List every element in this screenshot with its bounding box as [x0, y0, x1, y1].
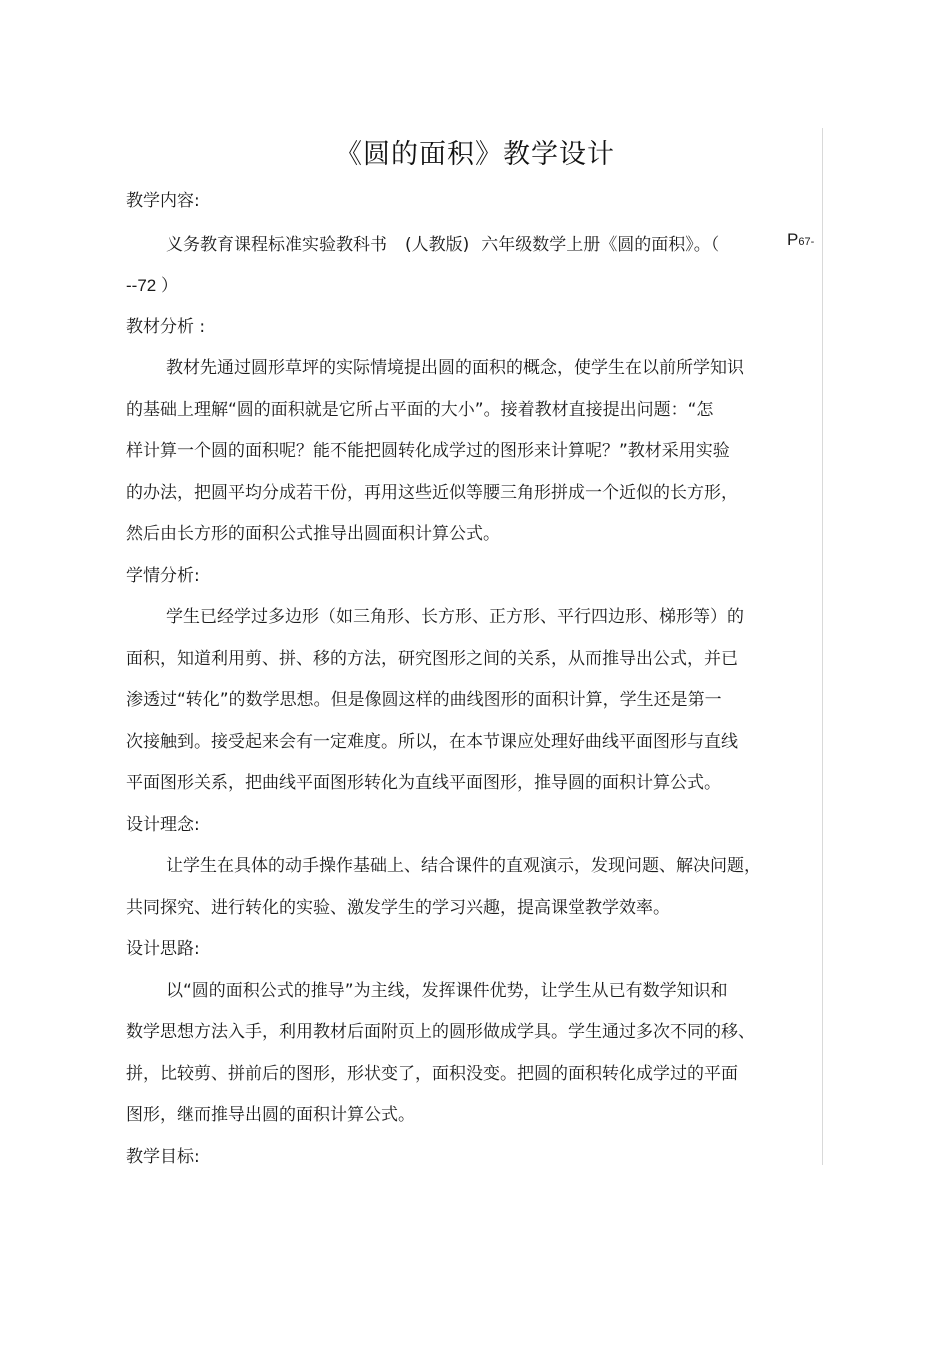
content-text-a: 义务教育课程标准实验教科书 — [166, 235, 387, 255]
heading-design-approach: 设计思路: — [126, 939, 200, 959]
content-text-b: (人教版) — [405, 235, 470, 255]
page-ref-letter: P — [787, 230, 799, 249]
heading-teaching-content: 教学内容: — [126, 191, 200, 211]
analysis-line: 的办法，把圆平均分成若干份，再用这些近似等腰三角形拼成一个近似的长方形， — [126, 483, 738, 503]
analysis-line: 的基础上理解“圆的面积就是它所占平面的大小”。接着教材直接提出问题：“怎 — [126, 400, 714, 420]
heading-teaching-goals: 教学目标: — [126, 1147, 200, 1167]
concept-line: 共同探究、进行转化的实验、激发学生的学习兴趣，提高课堂教学效率。 — [126, 898, 670, 918]
heading-material-analysis: 教材分析 : — [126, 317, 206, 337]
page-edge-line — [822, 128, 823, 1165]
students-line: 渗透过“转化”的数学思想。但是像圆这样的曲线图形的面积计算，学生还是第一 — [126, 690, 722, 710]
approach-line: 拼，比较剪、拼前后的图形，形状变了，面积没变。把圆的面积转化成学过的平面 — [126, 1064, 738, 1084]
analysis-line: 教材先通过圆形草坪的实际情境提出圆的面积的概念，使学生在以前所学知识 — [166, 358, 744, 378]
document-title: 《圆的面积》教学设计 — [335, 139, 615, 170]
page-ref-number: 67- — [798, 236, 815, 248]
students-line: 面积，知道利用剪、拼、移的方法，研究图形之间的关系，从而推导出公式，并已 — [126, 649, 738, 669]
heading-student-analysis: 学情分析: — [126, 566, 200, 586]
students-line: 平面图形关系，把曲线平面图形转化为直线平面图形，推导圆的面积计算公式。 — [126, 773, 721, 793]
approach-line: 数学思想方法入手，利用教材后面附页上的圆形做成学具。学生通过多次不同的移、 — [126, 1022, 755, 1042]
students-line: 次接触到。接受起来会有一定难度。所以，在本节课应处理好曲线平面图形与直线 — [126, 732, 738, 752]
approach-line: 以“圆的面积公式的推导”为主线，发挥课件优势，让学生从已有数学知识和 — [166, 981, 728, 1001]
concept-line: 让学生在具体的动手操作基础上、结合课件的直观演示，发现问题、解决问题， — [166, 856, 761, 876]
content-text-c: 六年级数学上册《圆的面积》。（ — [481, 235, 720, 255]
analysis-line: 然后由长方形的面积公式推导出圆面积计算公式。 — [126, 524, 500, 544]
content-paragraph-line-1 — [166, 230, 719, 255]
heading-design-concept: 设计理念: — [126, 815, 200, 835]
analysis-line: 样计算一个圆的面积呢？能不能把圆转化成学过的图形来计算呢？”教材采用实验 — [126, 441, 730, 461]
students-line: 学生已经学过多边形（如三角形、长方形、正方形、平行四边形、梯形等）的 — [166, 607, 744, 627]
approach-line: 图形，继而推导出圆的面积计算公式。 — [126, 1105, 415, 1125]
content-paragraph-line-2: --72 ） — [126, 276, 178, 295]
page-reference — [787, 230, 814, 250]
